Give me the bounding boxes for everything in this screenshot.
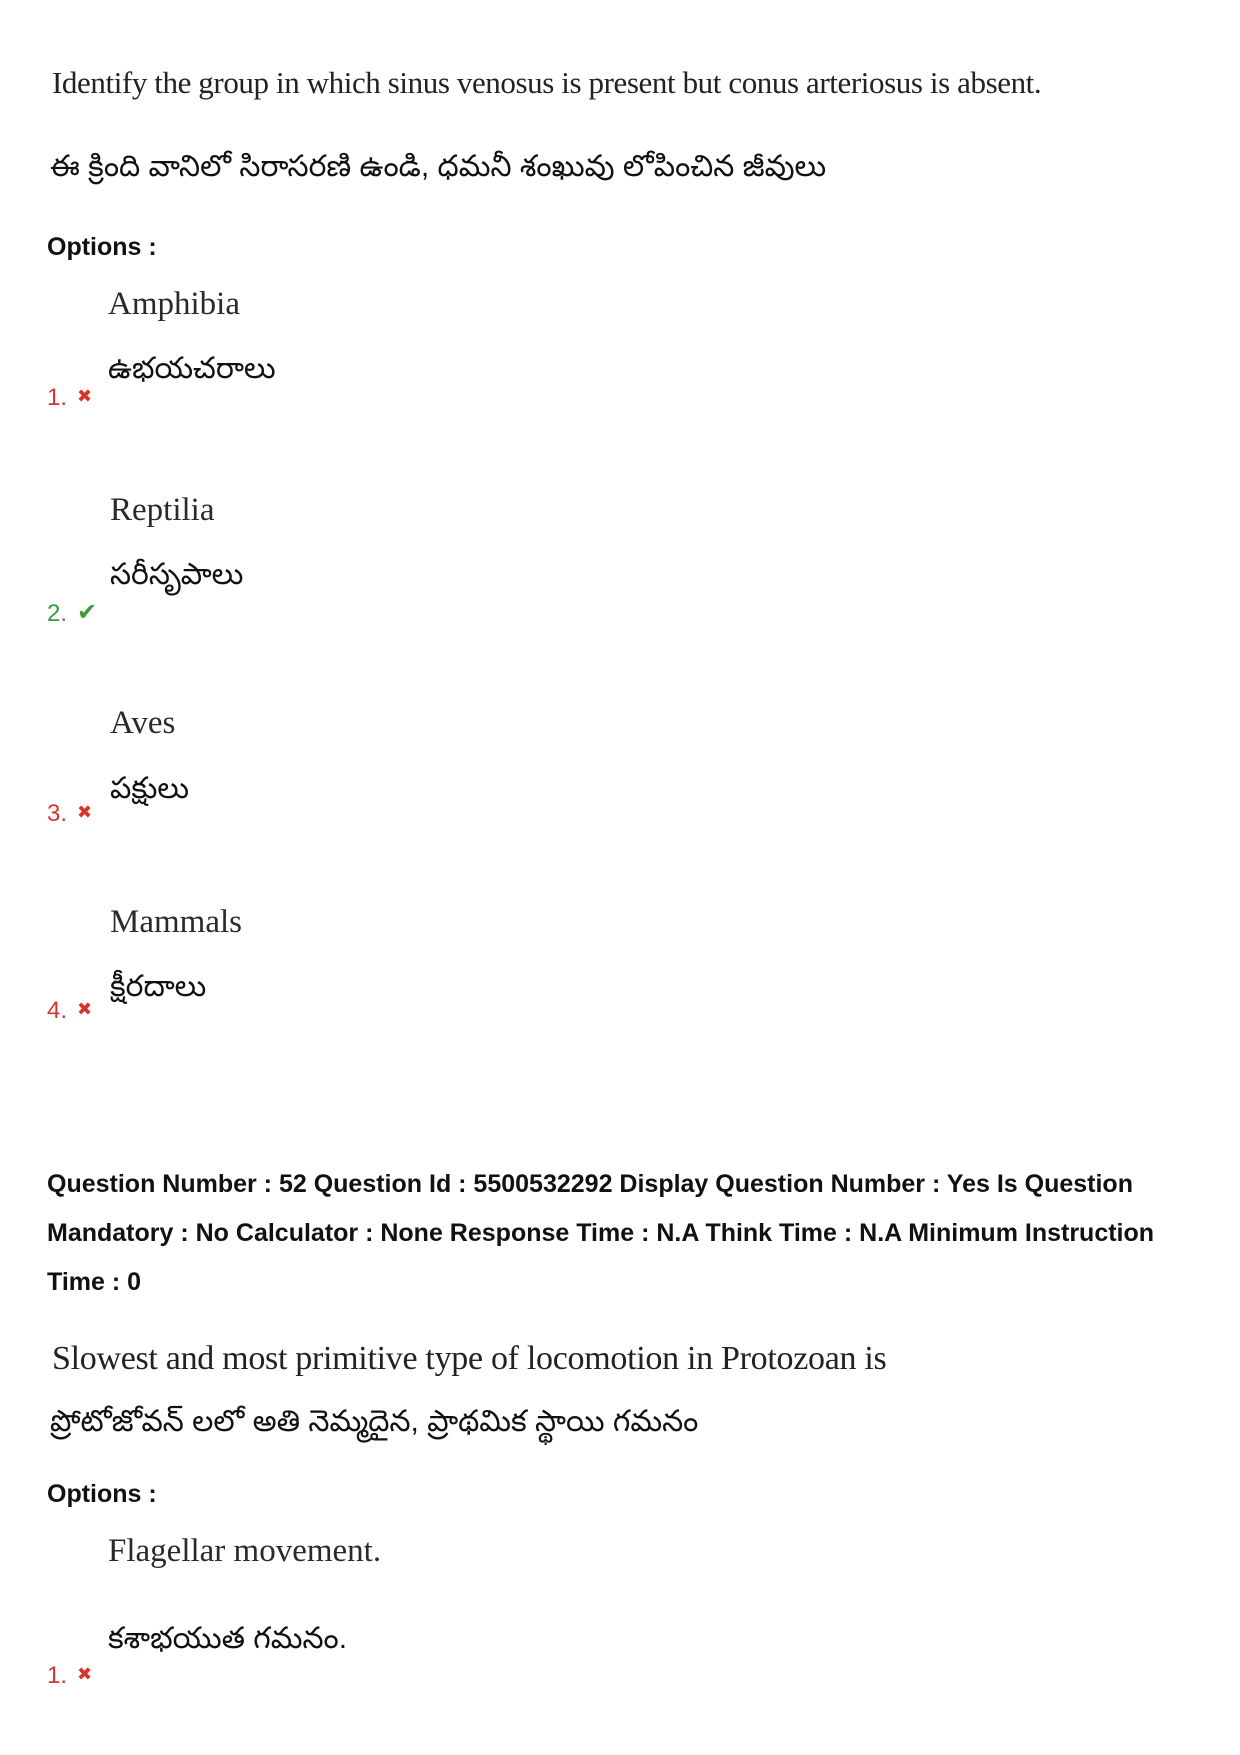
option-1-text-en: Amphibia bbox=[108, 286, 240, 322]
wrong-mark-icon: ✖ bbox=[77, 999, 93, 1019]
wrong-mark-icon: ✖ bbox=[77, 386, 93, 406]
option-number-label: 2. bbox=[47, 600, 68, 627]
option-3-text-en: Aves bbox=[110, 705, 176, 741]
option-number-label: 4. bbox=[47, 997, 68, 1024]
option-3-number bbox=[47, 800, 92, 828]
wrong-mark-icon: ✖ bbox=[77, 1664, 93, 1684]
correct-check-icon: ✔ bbox=[77, 599, 98, 626]
q52-option-1-number bbox=[47, 1662, 92, 1690]
options-label: Options : bbox=[47, 233, 157, 261]
wrong-mark-icon: ✖ bbox=[77, 802, 93, 822]
option-4-number bbox=[47, 997, 92, 1025]
option-2-number bbox=[47, 598, 97, 628]
option-4-text-te: క్షీరదాలు bbox=[110, 970, 207, 1003]
option-3-text-te: పక్షులు bbox=[110, 772, 190, 805]
question-51-text-te: ఈ క్రింది వానిలో సిరాసరణి ఉండి, ధమనీ శంఖువు లోపించిన జీవులు bbox=[50, 150, 827, 183]
option-1-text-te: ఉభయచరాలు bbox=[108, 352, 276, 385]
q52-option-1-text-te: కశాభయుత గమనం. bbox=[108, 1622, 348, 1655]
question-51-text-en: Identify the group in which sinus venosus is present but conus arteriosus is absent. bbox=[52, 65, 1042, 100]
q52-option-1-text-en: Flagellar movement. bbox=[108, 1533, 382, 1569]
option-1-number bbox=[47, 384, 92, 412]
option-number-label: 3. bbox=[47, 800, 68, 827]
option-number-label: 1. bbox=[47, 1662, 68, 1689]
question-52-text-te: ప్రోటోజోవన్ లలో అతి నెమ్మదైన, ప్రాథమిక స్థాయి గమనం bbox=[50, 1405, 699, 1438]
option-2-text-en: Reptilia bbox=[110, 492, 215, 528]
question-52-text-en: Slowest and most primitive type of locomotion in Protozoan is bbox=[52, 1340, 887, 1377]
question-52-meta: Question Number : 52 Question Id : 5500532292 Display Question Number : Yes Is Question Mandatory : No Calculator : None Response Time : N.A Think Time : N.A Minimum Instruction Time : 0 bbox=[47, 1170, 1155, 1296]
option-4-text-en: Mammals bbox=[110, 904, 242, 940]
option-2-text-te: సరీసృపాలు bbox=[110, 558, 244, 591]
options-label: Options : bbox=[47, 1480, 157, 1508]
option-number-label: 1. bbox=[47, 384, 68, 411]
